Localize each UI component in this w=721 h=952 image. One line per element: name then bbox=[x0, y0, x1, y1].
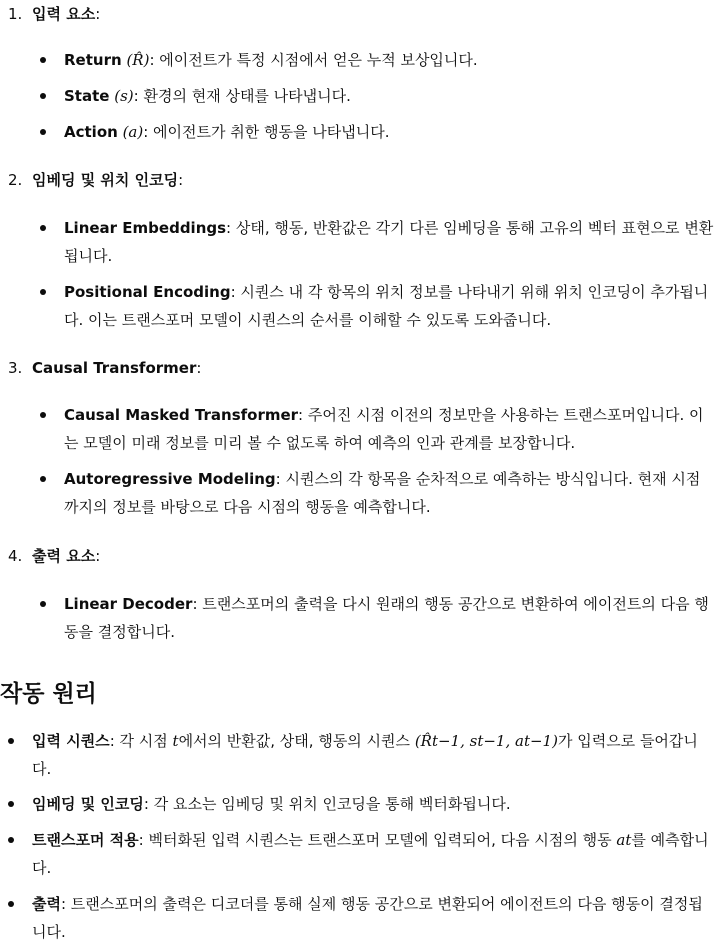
section-title: 출력 요소 bbox=[32, 547, 96, 565]
bullet-icon bbox=[40, 57, 46, 63]
item-text: : 각 시점 bbox=[109, 732, 173, 750]
bullet-icon bbox=[40, 601, 46, 607]
list-item-action bbox=[64, 118, 714, 146]
bullet-icon bbox=[40, 476, 46, 482]
list-item-causal-masked-transformer bbox=[64, 401, 714, 457]
item-term: Linear Decoder bbox=[64, 595, 193, 613]
item-text: 에서의 반환값, 상태, 행동의 시퀀스 bbox=[178, 732, 415, 750]
list-item-output bbox=[32, 890, 714, 946]
list-item-linear-embeddings bbox=[64, 214, 714, 270]
list-item-transformer-apply bbox=[32, 826, 714, 882]
section-number: 4. bbox=[8, 547, 23, 565]
list-item-input-sequence bbox=[32, 727, 714, 783]
colon: : bbox=[95, 547, 101, 565]
list-item-state bbox=[64, 82, 714, 110]
item-text: 를 예측합니다. bbox=[32, 831, 709, 877]
item-term: State bbox=[64, 87, 110, 105]
item-term: Return bbox=[64, 51, 122, 69]
item-term: Causal Masked Transformer bbox=[64, 406, 299, 424]
section-number: 2. bbox=[8, 171, 23, 189]
item-text: : 트랜스포머의 출력을 다시 원래의 행동 공간으로 변환하여 에이전트의 다음 행동을 결정합니다. bbox=[64, 595, 709, 641]
section-number: 3. bbox=[8, 359, 23, 377]
section-1-title bbox=[8, 0, 100, 28]
list-item-linear-decoder bbox=[64, 590, 714, 646]
section-title: Causal Transformer bbox=[32, 359, 197, 377]
bullet-icon bbox=[8, 901, 14, 907]
list-item-embedding-encoding bbox=[32, 790, 714, 818]
bullet-icon bbox=[8, 837, 14, 843]
bullet-icon bbox=[8, 738, 14, 744]
item-text: : 상태, 행동, 반환값은 각기 다른 임베딩을 통해 고유의 벡터 표현으로 변환됩니다. bbox=[64, 219, 714, 265]
item-text: : 시퀀스 내 각 항목의 위치 정보를 나타내기 위해 위치 인코딩이 추가됩니다. 이는 트랜스포머 모델이 시퀀스의 순서를 이해할 수 있도록 도와줍니다. bbox=[64, 283, 709, 329]
bullet-icon bbox=[40, 225, 46, 231]
list-item-autoregressive-modeling bbox=[64, 465, 714, 521]
item-term: 트랜스포머 적용 bbox=[32, 831, 139, 849]
section-2-title bbox=[8, 166, 183, 194]
bullet-icon bbox=[40, 289, 46, 295]
list-item-positional-encoding bbox=[64, 278, 714, 334]
item-term: Action bbox=[64, 123, 118, 141]
item-text: : 각 요소는 임베딩 및 위치 인코딩을 통해 벡터화됩니다. bbox=[143, 795, 511, 813]
colon: : bbox=[178, 171, 184, 189]
item-term: Linear Embeddings bbox=[64, 219, 227, 237]
bullet-icon bbox=[40, 129, 46, 135]
bullet-icon bbox=[40, 93, 46, 99]
item-term: 입력 시퀀스 bbox=[32, 732, 110, 750]
item-term: Autoregressive Modeling bbox=[64, 470, 276, 488]
colon: : bbox=[196, 359, 202, 377]
item-text: 가 입력으로 들어갑니다. bbox=[32, 732, 698, 778]
section-number: 1. bbox=[8, 5, 23, 23]
item-text: : 시퀀스의 각 항목을 순차적으로 예측하는 방식입니다. 현재 시점까지의 정보를 바탕으로 다음 시점의 행동을 예측합니다. bbox=[64, 470, 701, 516]
item-term: 출력 bbox=[32, 895, 61, 913]
section-heading: 작동 원리 bbox=[0, 681, 97, 707]
section-title: 임베딩 및 위치 인코딩 bbox=[32, 171, 179, 189]
item-text: : 에이전트가 특정 시점에서 얻은 누적 보상입니다. bbox=[149, 51, 478, 69]
item-text: : 주어진 시점 이전의 정보만을 사용하는 트랜스포머입니다. 이는 모델이 미래 정보를 미리 볼 수 없도록 하여 예측의 인과 관계를 보장합니다. bbox=[64, 406, 704, 452]
item-math: (R̂t−1, st−1, at−1) bbox=[414, 732, 558, 750]
item-math: at bbox=[616, 831, 632, 849]
section-4-title bbox=[8, 542, 100, 570]
section-title: 입력 요소 bbox=[32, 5, 96, 23]
item-text: : 트랜스포머의 출력은 디코더를 통해 실제 행동 공간으로 변환되어 에이전트의 다음 행동이 결정됩니다. bbox=[32, 895, 703, 941]
bullet-icon bbox=[40, 412, 46, 418]
item-term: 임베딩 및 인코딩 bbox=[32, 795, 144, 813]
list-item-return bbox=[64, 46, 714, 74]
item-math: (R̂) bbox=[126, 51, 150, 69]
item-math: t bbox=[172, 732, 179, 750]
section-3-title bbox=[8, 354, 201, 382]
item-term: Positional Encoding bbox=[64, 283, 231, 301]
item-text: : 환경의 현재 상태를 나타냅니다. bbox=[133, 87, 351, 105]
item-text: : 에이전트가 취한 행동을 나타냅니다. bbox=[143, 123, 390, 141]
item-math: (a) bbox=[122, 123, 144, 141]
bullet-icon bbox=[8, 801, 14, 807]
item-math: (s) bbox=[114, 87, 134, 105]
item-text: : 벡터화된 입력 시퀀스는 트랜스포머 모델에 입력되어, 다음 시점의 행동 bbox=[138, 831, 617, 849]
colon: : bbox=[95, 5, 101, 23]
